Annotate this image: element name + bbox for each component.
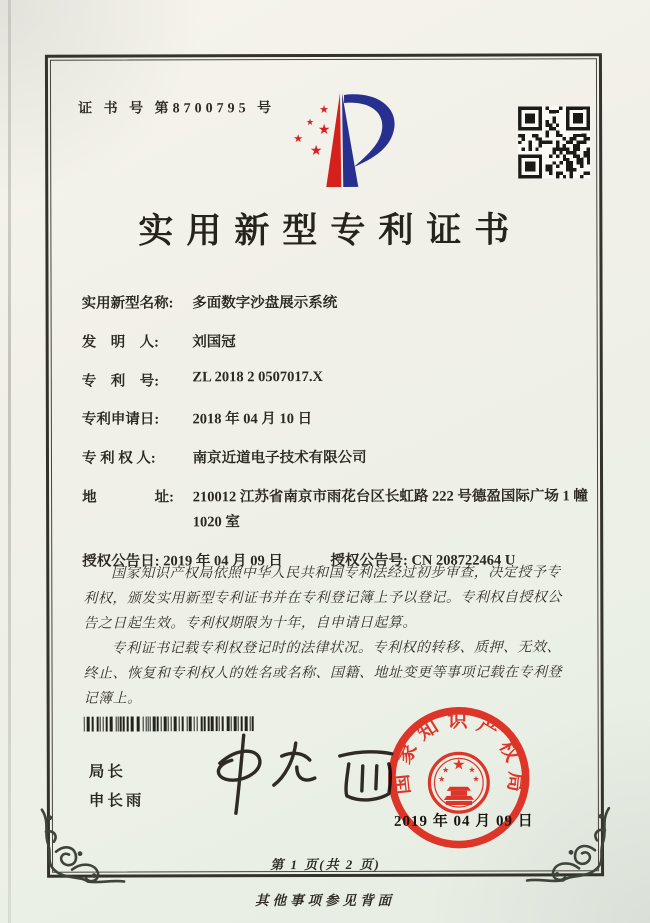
svg-text:★: ★ (319, 103, 330, 117)
page-indicator: 第 1 页(共 2 页) (270, 856, 381, 873)
field-value: 210012 江苏省南京市雨花台区长虹路 222 号德盈国际广场 1 幢 1020 室 (192, 488, 588, 531)
svg-text:★: ★ (451, 756, 466, 774)
grant-number-value: CN 208722464 U (411, 552, 516, 569)
signer-name: 申长雨 (88, 792, 145, 810)
field-value: ZL 2018 2 0507017.X (192, 369, 323, 386)
grant-date-label: 授权公告日: (82, 553, 160, 570)
signer-title: 局长 (88, 763, 126, 781)
svg-text:★: ★ (317, 122, 331, 139)
certificate-title: 实用新型专利证书 (138, 210, 523, 251)
certificate-frame (45, 53, 604, 877)
certificate-fields (81, 284, 588, 570)
field-address (82, 484, 588, 535)
corner-flourish-left-icon (36, 792, 131, 887)
field-label: 专 利 号: (81, 373, 160, 390)
svg-text:★: ★ (441, 765, 450, 775)
field-label: 地 址: (82, 489, 174, 506)
svg-text:★: ★ (472, 774, 480, 784)
corner-flourish-right-icon (520, 790, 615, 885)
handwritten-signature (190, 725, 415, 826)
grant-date-value: 2019 年 04 月 09 日 (163, 553, 283, 570)
svg-text:★: ★ (293, 133, 304, 146)
field-value: 2018 年 04 月 10 日 (192, 411, 313, 428)
svg-text:★: ★ (468, 765, 476, 775)
scan-edge-shadow (8, 0, 11, 923)
field-label: 专利申请日: (81, 411, 160, 428)
cnipa-logo-icon (272, 87, 412, 195)
field-filing-date (82, 406, 574, 428)
svg-text:★: ★ (309, 144, 323, 160)
qr-code (518, 106, 590, 178)
field-value: 刘国冠 (192, 334, 236, 351)
legal-text (83, 560, 572, 711)
reverse-side-note: 其他事项参见背面 (255, 893, 395, 908)
legal-paragraph-2: 专利证书记载专利权登记时的法律状况。专利权的转移、质押、无效、终止、恢复和专利权人的姓名或名称、国籍、地址变更等事项记载在专利登记簿上。 (83, 640, 563, 707)
official-seal (383, 701, 535, 853)
field-label: 发 明 人: (81, 334, 160, 351)
seal-text: 国家知识产权局 (390, 709, 528, 796)
field-label: 专 利 权 人: (81, 450, 156, 467)
svg-text:★: ★ (437, 774, 446, 784)
field-utility-model-name (82, 290, 574, 312)
grant-number-label: 授权公告号: (330, 552, 408, 569)
certificate-number: 证 书 号 第8700795 号 (78, 101, 276, 117)
svg-text:★: ★ (306, 117, 315, 128)
field-label: 实用新型名称: (81, 295, 174, 312)
field-value: 南京近道电子技术有限公司 (192, 449, 367, 467)
field-value: 多面数字沙盘展示系统 (192, 294, 338, 312)
seal-date: 2019 年 04 月 09 日 (393, 813, 534, 830)
field-inventor (82, 329, 574, 351)
field-patent-number (82, 368, 574, 390)
legal-paragraph-1: 国家知识产权局依照中华人民共和国专利法经过初步审查，决定授予专利权，颁发实用新型专利证书并在专利登记簿上予以登记。专利权自授权公告之日起生效。专利权期限为十年，自申请日起算。 (83, 565, 562, 632)
national-emblem-icon (429, 753, 488, 812)
field-patentee (82, 445, 574, 467)
